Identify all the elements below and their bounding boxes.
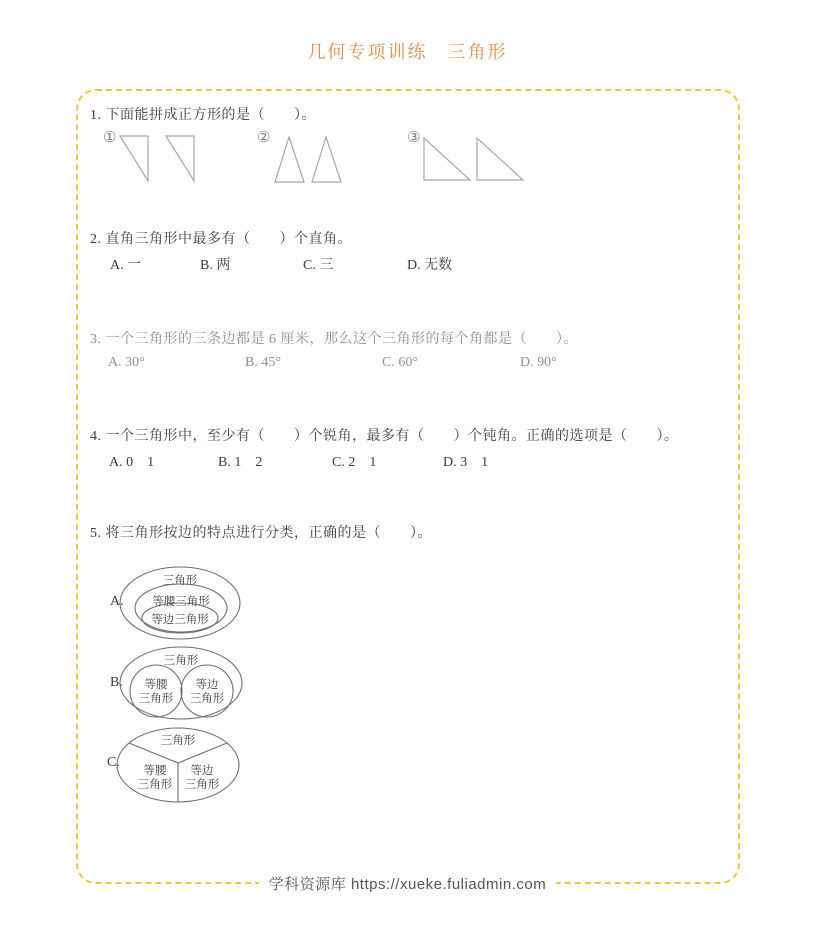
q1-figure-group-2 xyxy=(257,131,346,185)
diagram-c-top-label: 三角形 xyxy=(160,735,196,747)
right-triangles-top-right-icon xyxy=(118,131,210,185)
q2-option-a: A. 一 xyxy=(110,258,142,273)
q3-option-a: A. 30° xyxy=(108,355,145,370)
diagram-b-left-label-line2: 三角形 xyxy=(138,693,174,705)
q2-option-d: D. 无数 xyxy=(407,258,453,273)
q5-diagram-c-sectored-venn xyxy=(116,726,242,804)
q4-option-a: A. 0 1 xyxy=(109,455,155,470)
diagram-b-outer-label: 三角形 xyxy=(163,655,199,667)
isosceles-triangles-icon xyxy=(272,131,346,185)
diagram-c-right-label-line2: 三角形 xyxy=(184,779,220,791)
diagram-c-left-label-line2: 三角形 xyxy=(137,779,173,791)
question-1-text: 1. 下面能拼成正方形的是（ ）。 xyxy=(90,108,316,123)
diagram-c-left-label-line1: 等腰 xyxy=(143,765,167,777)
q3-option-c: C. 60° xyxy=(382,355,418,370)
diagram-b-right-label-line2: 三角形 xyxy=(189,693,225,705)
right-triangles-bottom-left-icon xyxy=(422,131,526,185)
footer-source-url: 学科资源库 https://xueke.fuliadmin.com xyxy=(259,873,556,894)
q3-option-b: B. 45° xyxy=(245,355,281,370)
question-4-text: 4. 一个三角形中，至少有（ ）个锐角，最多有（ ）个钝角。正确的选项是（ ）。 xyxy=(90,429,679,444)
q4-option-b: B. 1 2 xyxy=(218,455,263,470)
page-title: 几何专项训练 三角形 xyxy=(307,42,508,62)
question-2-text: 2. 直角三角形中最多有（ ）个直角。 xyxy=(90,232,352,247)
diagram-b-left-label-line1: 等腰 xyxy=(144,679,168,691)
q5-diagram-a-nested-venn xyxy=(118,565,244,641)
footer xyxy=(0,873,815,894)
q5-diagram-b-label: B. xyxy=(110,675,123,690)
q4-option-d: D. 3 1 xyxy=(443,455,489,470)
diagram-a-inner-label: 等边三角形 xyxy=(151,614,209,626)
q5-diagram-a-label: A. xyxy=(110,594,124,609)
q1-figure-group-3 xyxy=(407,131,526,185)
circled-2-marker: ② xyxy=(257,130,271,146)
diagram-a-middle-label: 等腰三角形 xyxy=(152,596,210,608)
question-5-text: 5. 将三角形按边的特点进行分类，正确的是（ ）。 xyxy=(90,526,432,541)
q1-figure-group-1 xyxy=(103,131,210,185)
q3-option-d: D. 90° xyxy=(520,355,557,370)
diagram-b-right-label-line1: 等边 xyxy=(195,679,219,691)
q4-option-c: C. 2 1 xyxy=(332,455,377,470)
q5-diagram-c-label: C. xyxy=(107,755,120,770)
diagram-a-outer-label: 三角形 xyxy=(162,575,198,587)
q2-option-b: B. 两 xyxy=(200,258,231,273)
q5-diagram-b-disjoint-venn xyxy=(118,645,246,721)
diagram-c-right-label-line1: 等边 xyxy=(190,765,214,777)
circled-3-marker: ③ xyxy=(407,130,421,146)
q2-option-c: C. 三 xyxy=(303,258,334,273)
circled-1-marker: ① xyxy=(103,130,117,146)
question-3-text: 3. 一个三角形的三条边都是 6 厘米，那么这个三角形的每个角都是（ ）。 xyxy=(90,332,578,347)
